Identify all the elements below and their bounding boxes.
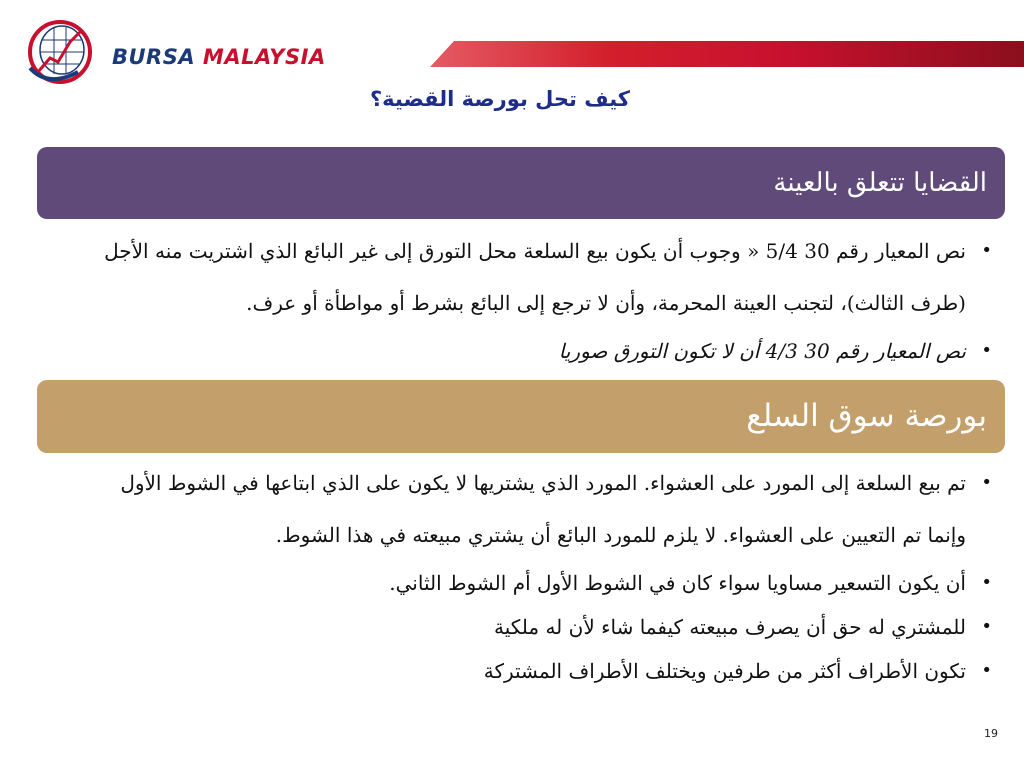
bullet-dot-icon: • [981, 616, 992, 637]
list-item-text: تكون الأطراف أكثر من طرفين ويختلف الأطراف المشتركة [483, 659, 966, 683]
brand-name-bursa: BURSA [112, 45, 196, 69]
brand-name-malaysia: MALAYSIA [202, 45, 326, 69]
bullet-dot-icon: • [981, 472, 992, 493]
section-2-bullet-list [80, 457, 992, 693]
list-item-text: نص المعيار رقم 30 4/3 أن لا تكون التورق صوريا [558, 339, 966, 363]
list-item [80, 649, 992, 693]
list-item-text: للمشتري له حق أن يصرف مبيعته كيفما شاء لأن له ملكية [493, 615, 966, 639]
list-item [80, 457, 992, 561]
list-item [80, 225, 992, 329]
bullet-dot-icon: • [981, 660, 992, 681]
bursa-malaysia-logo [20, 10, 420, 90]
bullet-dot-icon: • [981, 340, 992, 361]
list-item [80, 605, 992, 649]
list-item [80, 329, 992, 373]
list-item-text: أن يكون التسعير مساويا سواء كان في الشوط الأول أم الشوط الثاني. [389, 571, 966, 595]
section-heading-sample-issues: القضايا تتعلق بالعينة [37, 147, 1005, 219]
bullet-dot-icon: • [981, 572, 992, 593]
brand-name [112, 45, 326, 69]
slide-title: كيف تحل بورصة القضية؟ [369, 87, 631, 111]
list-item-text: نص المعيار رقم 30 5/4 « وجوب أن يكون بيع السلعة محل التورق إلى غير البائع الذي اشتريت منه الأجل (طرف الثالث)، لتجنب العينة المحرمة، وأن لا ترجع إلى البائع بشرط أو مواطأة أو عرف. [104, 239, 966, 315]
section-1-bullet-list [80, 225, 992, 373]
page-number: 19 [984, 727, 998, 740]
bullet-dot-icon: • [981, 240, 992, 261]
header-accent-bar [430, 41, 1024, 67]
section-heading-commodity-exchange: بورصة سوق السلع [37, 380, 1005, 453]
list-item [80, 561, 992, 605]
list-item-text: تم بيع السلعة إلى المورد على العشواء. المورد الذي يشتريها لا يكون على الذي ابتاعها في الشوط الأول وإنما تم التعيين على العشواء. لا يلزم للمورد البائع أن يشتري مبيعته في هذا الشوط. [120, 471, 966, 547]
globe-chart-icon [20, 10, 110, 90]
